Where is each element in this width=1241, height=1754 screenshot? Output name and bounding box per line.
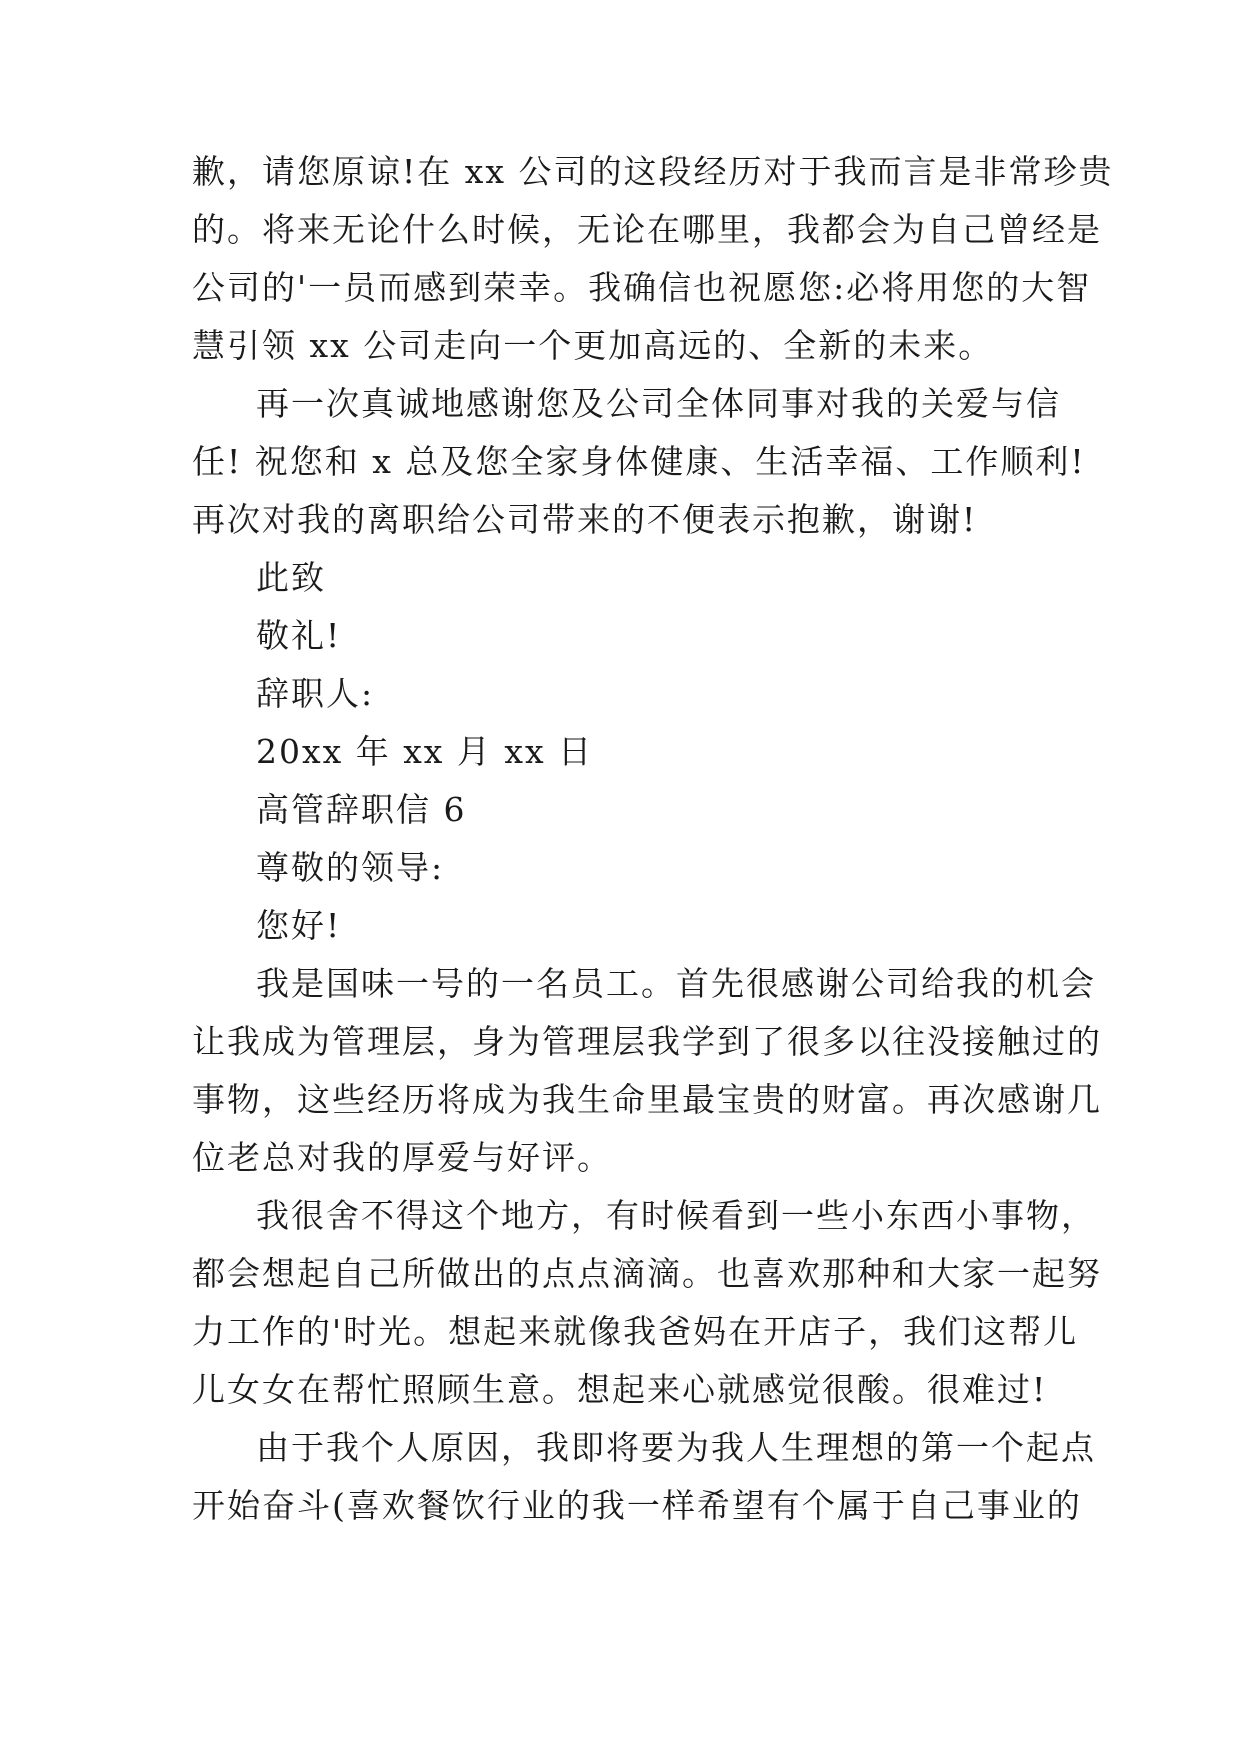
text-line: 公司的'一员而感到荣幸。我确信也祝愿您:必将用您的大智 bbox=[192, 268, 1092, 307]
text-line: 的。将来无论什么时候，无论在哪里，我都会为自己曾经是 bbox=[192, 210, 1102, 249]
closing-salutation: 此致 bbox=[256, 558, 326, 597]
paragraph-start-line: 再一次真诚地感谢您及公司全体同事对我的关爱与信 bbox=[256, 384, 1061, 423]
text-line: 歉，请您原谅!在 xx 公司的这段经历对于我而言是非常珍贵 bbox=[192, 152, 1114, 191]
section-title: 高管辞职信 6 bbox=[256, 790, 467, 829]
text-line: 都会想起自己所做出的点点滴滴。也喜欢那种和大家一起努 bbox=[192, 1254, 1102, 1293]
closing-regards: 敬礼! bbox=[256, 616, 342, 655]
paragraph-start-line: 我是国味一号的一名员工。首先很感谢公司给我的机会 bbox=[256, 964, 1096, 1003]
text-line: 事物，这些经历将成为我生命里最宝贵的财富。再次感谢几 bbox=[192, 1080, 1102, 1119]
date-line: 20xx 年 xx 月 xx 日 bbox=[256, 732, 594, 771]
greeting-recipient: 尊敬的领导: bbox=[256, 848, 445, 887]
paragraph-start-line: 我很舍不得这个地方，有时候看到一些小东西小事物， bbox=[256, 1196, 1096, 1235]
text-line: 再次对我的离职给公司带来的不便表示抱歉，谢谢! bbox=[192, 500, 978, 539]
text-line: 儿女女在帮忙照顾生意。想起来心就感觉很酸。很难过! bbox=[192, 1370, 1048, 1409]
text-line: 位老总对我的厚爱与好评。 bbox=[192, 1138, 612, 1177]
text-line: 开始奋斗(喜欢餐饮行业的我一样希望有个属于自己事业的 bbox=[192, 1486, 1082, 1525]
text-line: 让我成为管理层，身为管理层我学到了很多以往没接触过的 bbox=[192, 1022, 1102, 1061]
paragraph-start-line: 由于我个人原因，我即将要为我人生理想的第一个起点 bbox=[256, 1428, 1096, 1467]
signature-label: 辞职人: bbox=[256, 674, 375, 713]
text-line: 力工作的'时光。想起来就像我爸妈在开店子，我们这帮儿 bbox=[192, 1312, 1079, 1351]
text-line: 慧引领 xx 公司走向一个更加高远的、全新的未来。 bbox=[192, 326, 994, 365]
greeting: 您好! bbox=[256, 906, 342, 945]
text-line: 任! 祝您和 x 总及您全家身体健康、生活幸福、工作顺利! bbox=[192, 442, 1086, 481]
